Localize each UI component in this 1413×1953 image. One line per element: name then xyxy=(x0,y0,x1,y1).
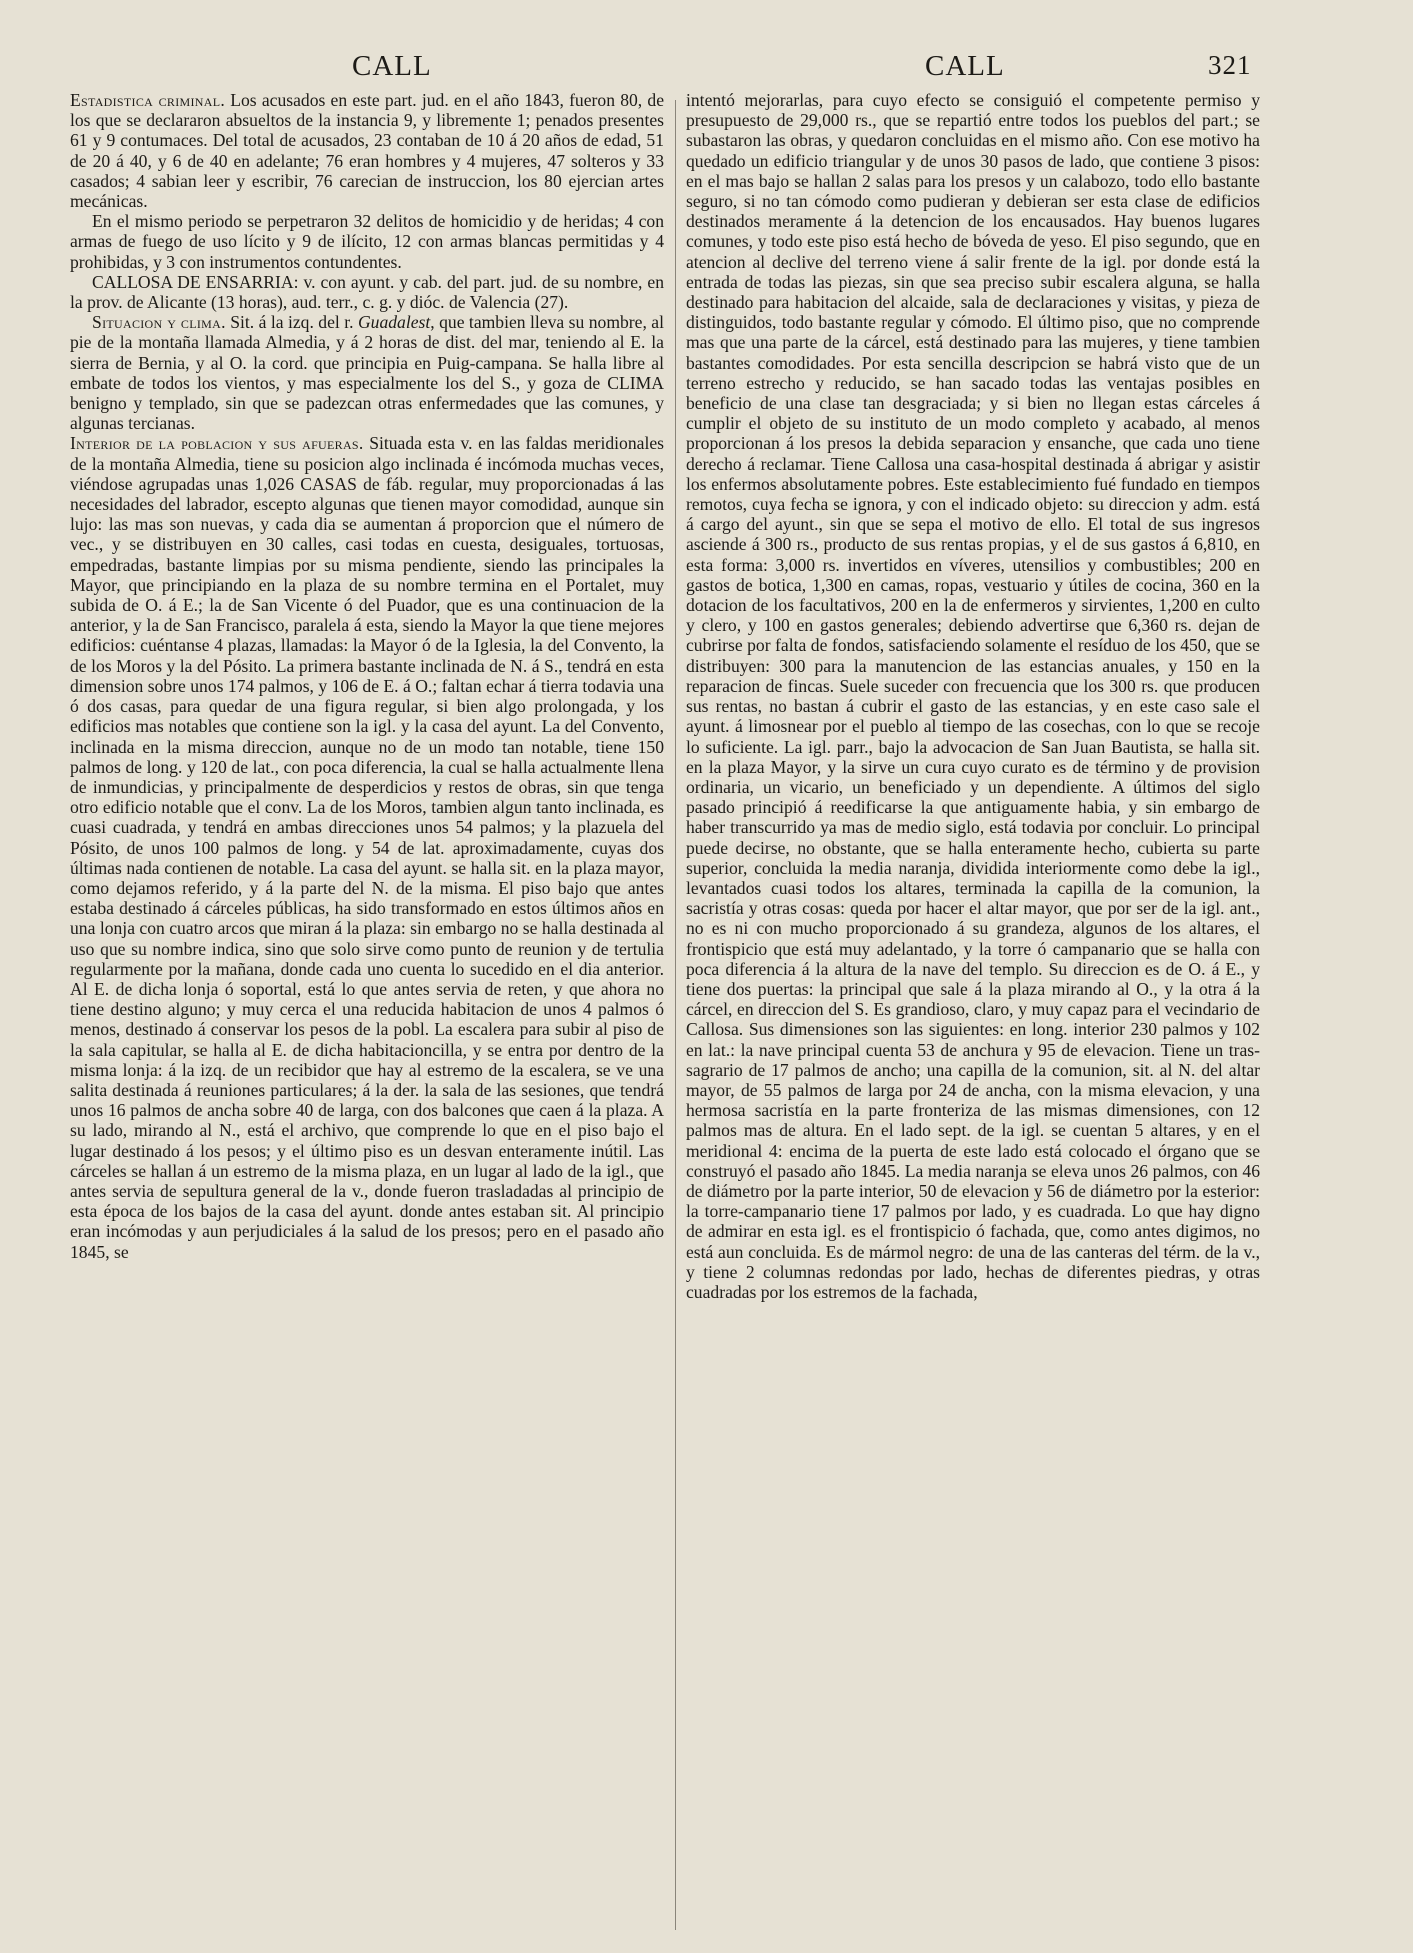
column-divider xyxy=(675,100,676,1930)
paragraph-text: Situada esta v. en las faldas meridionales de la montaña Almedia, tiene su posicion algo inclinada é incómoda muchas veces, viéndose agrupadas unas 1,026 CASAS de fáb. regular, muy proporcionadas á las necesidades del labrador, escepto algunas que tienen mayor comodidad, aunque sin lujo: las mas son nuevas, y cada dia se aumentan á proporcion que el número de vec., y se distribuyen en 30 calles, casi todas en cuesta, desiguales, tortuosas, empedradas, bastante limpias por su misma pendiente, siendo las principales la Mayor, que principiando en la plaza de su nombre termina en el Portalet, muy subida de O. á E.; la de San Vicente ó del Puador, que es una continuacion de la anterior, y la de San Francisco, paralela á esta, siendo la Mayor la que tiene mejores edificios: cuéntanse 4 plazas, llamadas: la Mayor ó de la Iglesia, la del Convento, la de los Moros y la del Pósito. La primera bastante inclinada de N. á S., tendrá en esta dimension sobre unos 174 palmos, y 106 de E. á O.; faltan echar á tierra todavia una ó dos casas, para quedar de una figura regular, si bien algo prolongada, y los edificios mas notables que contiene son la igl. y la casa del ayunt. La del Convento, inclinada en la misma direccion, aunque no de un modo tan notable, tiene 150 palmos de long. y 120 de lat., con poca diferencia, la cual se halla actualmente llena de inmundicias, y principalmente de desperdicios y restos de obras, sin que tenga otro edificio notable que el conv. La de los Moros, tambien algun tanto inclinada, es cuasi cuadrada, y tendrá en ambas direcciones unos 54 palmos; y la plazuela del Pósito, de unos 100 palmos de long. y 54 de lat. aproximadamente, cuyas dos últimas nada contienen de notable. La casa del ayunt. se halla sit. en la plaza mayor, como dejamos referido, y á la parte del N. de la misma. El piso bajo que antes estaba destinado á cárceles públicas, ha sido transformado en estos últimos años en una lonja con cuatro arcos que miran á la plaza: sin embargo no se halla destinada al uso que su nombre indica, sino que solo sirve como punto de reunion y de tertulia regularmente por la mañana, donde cada uno cuenta lo sucedido en el dia anterior. Al E. de dicha lonja ó soportal, está lo que antes servia de reten, y que ahora no tiene destino alguno; y muy cerca el una reducida habitacion de unos 4 palmos ó menos, destinado á conservar los pesos de la pobl. La escalera para subir al piso de la sala capitular, se halla al E. de dicha habitacioncilla, y se entra por dentro de la misma lonja: á la izq. de un recibidor que hay al estremo de la escalera, se ve una salita destinada á reuniones particulares; á la der. la sala de las sesiones, que tendrá unos 16 palmos de ancha sobre 40 de larga, con dos balcones que caen á la plaza. A su lado, mirando al N., está el archivo, que comprende lo que en el piso bajo el lugar destinado á los pesos; y el último piso es un desvan enteramente inútil. Las cárceles se hallan á un estremo de la misma plaza, en un lugar al lado de la igl., que antes servia de sepultura general de la v., donde fueron trasladadas al principio de esta época de los bajos de la casa del ayunt. donde antes estaban sit. Al principio eran incómodas y aun perjudiciales á la salud de los presos; pero en el pasado año 1845, se xyxy=(70,433,664,1262)
section-heading: Interior de la poblacion y sus afueras. xyxy=(70,433,364,454)
paragraph-crimes: En el mismo periodo se perpetraron 32 delitos de homicidio y de heridas; 4 con armas de fuego de uso lícito y 9 de ilícito, 12 con armas blancas permitidas y 4 prohibidas, y 3 con instrumentos contundentes. xyxy=(70,211,664,272)
right-column xyxy=(686,90,1260,1930)
paragraph-interior xyxy=(70,433,664,1261)
paragraph-entry-title: CALLOSA DE ENSARRIA: v. con ayunt. y cab. del part. jud. de su nombre, en la prov. de Alicante (13 horas), aud. terr., c. g. y dióc. de Valencia (27). xyxy=(70,271,664,313)
paragraph-criminal-statistics xyxy=(70,90,664,211)
running-header-right: CALL xyxy=(925,50,1005,82)
section-heading: Situacion y clima. xyxy=(92,312,226,333)
paragraph-text: Los acusados en este part. jud. en el año 1843, fueron 80, de los que se declararon absueltos de la instancia 9, y libremente 1; penados presentes 61 y 9 contumaces. Del total de acusados, 23 contaban de 10 á 20 años de edad, 51 de 20 á 40, y 6 de 40 en adelante; 76 eran hombres y 4 mujeres, 47 solteros y 33 casados; 4 sabian leer y escribir, 76 carecian de instruccion, los 80 ejercian artes mecánicas. xyxy=(70,90,664,212)
section-heading: Estadistica criminal. xyxy=(70,90,226,110)
river-name: Guadalest xyxy=(357,312,431,333)
paragraph-text: Sit. á la izq. del r. xyxy=(225,312,358,333)
paragraph-text: , que tambien lleva su nombre, al pie de la montaña llamada Almedia, y á 2 horas de dist. del mar, teniendo al E. la sierra de Bernia, y al O. la cord. que principia en Puig-campana. Se halla libre al embate de todos los vientos, y mas especialmente los del S., y goza de CLIMA benigno y templado, sin que se padezcan otras enfermedades que las comunes, y algunas tercianas. xyxy=(70,312,664,434)
paragraph-continuation: intentó mejorarlas, para cuyo efecto se consiguió el competente permiso y presupuesto de 29,000 rs., que se repartió entre todos los pueblos del part.; se subastaron las obras, y quedaron concluidas en el mismo año. Con ese motivo ha quedado un edificio triangular y de unos 30 pasos de lado, que contiene 3 pisos: en el mas bajo se hallan 2 salas para los presos y un calabozo, todo ello bastante seguro, si no tan cómodo como pudieran y debieran ser esta clase de edificios destinados meramente á la detencion de los encausados. Hay buenos lugares comunes, y todo este piso está hecho de bóveda de yeso. El piso segundo, que en atencion al declive del terreno viene á salir frente de la igl. por donde está la entrada de todas las piezas, sin que sea preciso subir escalera alguna, se halla destinado para habitacion del alcaide, sala de declaraciones y visitas, y pieza de distinguidos, todo bastante regular y cómodo. El último piso, que no comprende mas que una parte de la cárcel, está destinado para las mujeres, y tiene tambien bastantes comodidades. Por esta sencilla descripcion se habrá visto que de un terreno estrecho y reducido, se han sacado todas las ventajas posibles en beneficio de una clase tan desgraciada; y si bien no llegan estas cárceles á cumplir el objeto de su instituto de un modo completo y acabado, al menos proporcionan á los presos la debida separacion y ensanche, que cada uno tiene derecho á reclamar. Tiene Callosa una casa-hospital destinada á abrigar y asistir los enfermos absolutamente pobres. Este establecimiento fué fundado en tiempos remotos, cuya fecha se ignora, y con el indicado objeto: su direccion y adm. está á cargo del ayunt., sin que se sepa el motivo de ello. El total de sus ingresos asciende á 300 rs., producto de sus rentas propias, y el de sus gastos á 6,810, en esta forma: 3,000 rs. invertidos en víveres, utensilios y combustibles; 200 en gastos de botica, 1,300 en camas, ropas, vestuario y útiles de cocina, 360 en la dotacion de los facultativos, 200 en la de enfermeros y sirvientes, 1,200 en culto y clero, y 100 en gastos generales; debiendo advertirse que 6,360 rs. dejan de cubrirse por falta de fondos, satisfaciendo solamente el resíduo de los 450, que se distribuyen: 300 para la manutencion de las estancias anuales, y 150 en la reparacion de fincas. Suele suceder con frecuencia que los 300 rs. que producen sus rentas, no bastan á cubrir el gasto de las estancias, y en este caso sale el ayunt. á limosnear por el pueblo al tiempo de las cosechas, con lo que se recoje lo suficiente. La igl. parr., bajo la advocacion de San Juan Bautista, se halla sit. en la plaza Mayor, y la sirve un cura cuyo curato es de término y de provision ordinaria, un vicario, un beneficiado y un dependiente. A últimos del siglo pasado principió á reedificarse la que antiguamente habia, y sin embargo de haber transcurrido ya mas de medio siglo, está todavia por concluir. Lo principal puede decirse, no obstante, que se halla enteramente hecho, cubierta su parte superior, concluida la media naranja, dividida interiormente como debe la igl., levantados cuasi todos los altares, terminada la capilla de la comunion, la sacristía y otras cosas: queda por hacer el altar mayor, que por ser de la igl. ant., no es ni con mucho proporcionado á su grandeza, algunos de los altares, el frontispicio que está muy adelantado, y la torre ó campanario que se halla con poca diferencia á la altura de la nave del templo. Su direccion es de O. á E., y tiene dos puertas: la principal que sale á la plaza mirando al O., y la otra á la cárcel, en direccion del S. Es grandioso, claro, y muy capaz para el vecindario de Callosa. Sus dimensiones son las siguientes: en long. interior 230 palmos y 102 en lat.: la nave principal cuenta 53 de anchura y 95 de elevacion. Tiene un tras-sagrario de 17 palmos de ancho; una capilla de la comunion, sit. al N. del altar mayor, de 55 palmos de larga por 24 de ancha, con la misma elevacion, y una hermosa sacristía en la parte fronteriza de las mismas dimensiones, con 12 palmos mas de altura. En el lado sept. de la igl. se cuentan 5 altares, y en el meridional 4: encima de la puerta de este lado está colocado el órgano que se construyó el pasado año 1845. La media naranja se eleva unos 26 palmos, con 46 de diámetro por la parte interior, 50 de elevacion y 56 de diámetro por la esterior: la torre-campanario tiene 17 palmos por lado, y es cuadrada. Lo que hay digno de admirar en esta igl. es el frontispicio ó fachada, que, como antes digimos, no está aun concluida. Es de mármol negro: de una de las canteras del térm. de la v., y tiene 2 columnas redondas por lado, hechas de diferentes piedras, y otras cuadradas por los estremos de la fachada, xyxy=(686,90,1260,1302)
left-column xyxy=(70,90,664,1930)
paragraph-situation xyxy=(70,312,664,433)
page-number: 321 xyxy=(1208,50,1252,80)
running-header-left: CALL xyxy=(352,50,432,82)
